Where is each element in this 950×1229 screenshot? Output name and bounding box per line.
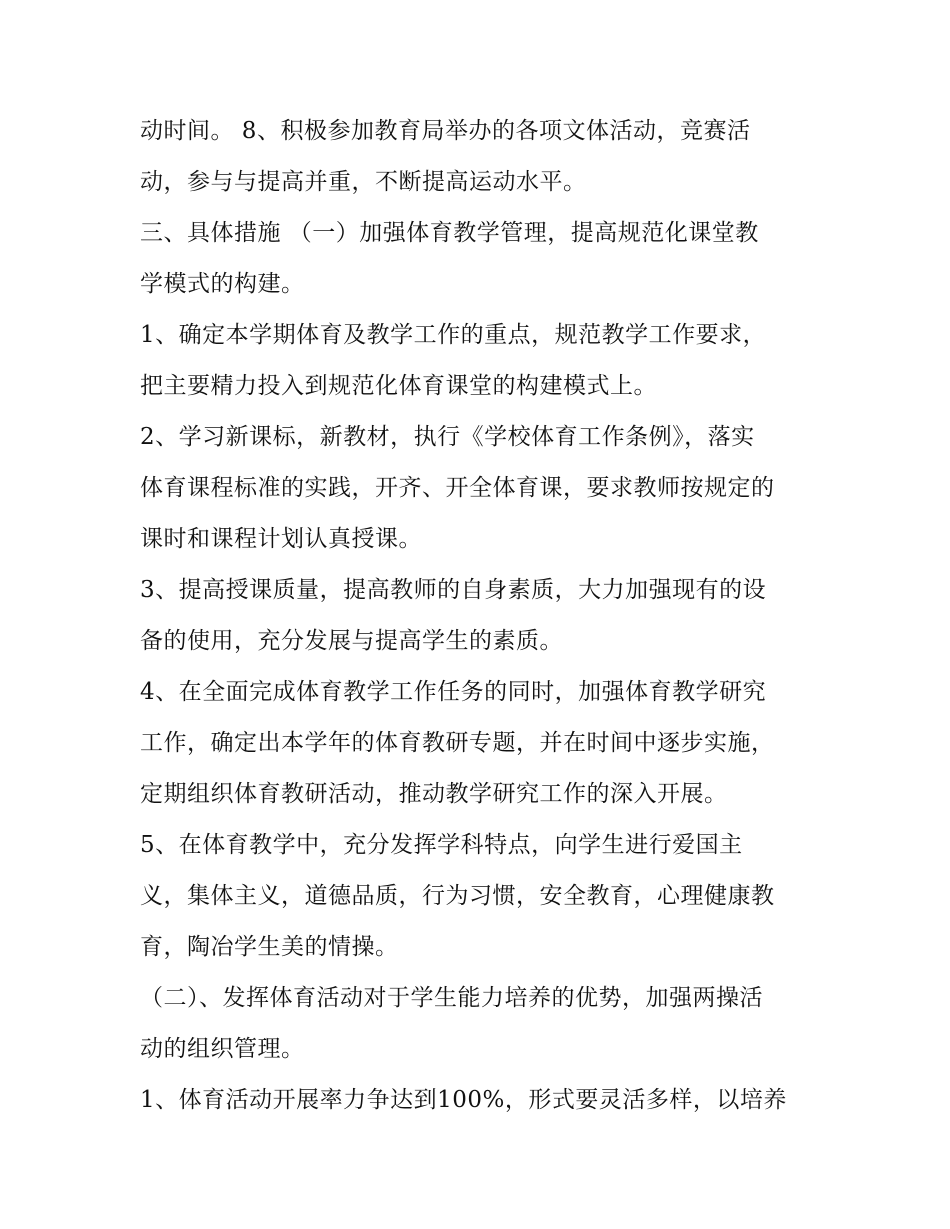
- text-line: 育，陶冶学生美的情操。: [140, 934, 399, 960]
- text-line: 动时间。 8、积极参加教育局举办的各项文体活动，竞赛活: [140, 118, 751, 144]
- text-line: 定期组织体育教研活动，推动教学研究工作的深入开展。: [140, 781, 728, 807]
- text-line: 课时和课程计划认真授课。: [140, 526, 422, 552]
- text-line: （二）、发挥体育活动对于学生能力培养的优势，加强两操活: [140, 985, 763, 1011]
- text-line: 动，参与与提高并重，不断提高运动水平。: [140, 169, 587, 195]
- text-line: 三、具体措施 （一）加强体育教学管理，提高规范化课堂教: [140, 220, 759, 246]
- text-line: 备的使用，充分发展与提高学生的素质。: [140, 628, 563, 654]
- text-line: 动的组织管理。: [140, 1036, 305, 1062]
- text-line: 体育课程标准的实践，开齐、开全体育课，要求教师按规定的: [140, 475, 775, 501]
- text-line: 工作，确定出本学年的体育教研专题，并在时间中逐步实施，: [140, 730, 775, 756]
- text-line: 3、提高授课质量，提高教师的自身素质，大力加强现有的设: [140, 577, 767, 603]
- text-line: 5、在体育教学中，充分发挥学科特点，向学生进行爱国主: [140, 832, 743, 858]
- text-line: 4、在全面完成体育教学工作任务的同时，加强体育教学研究: [140, 679, 767, 705]
- text-line: 1、体育活动开展率力争达到100%，形式要灵活多样，以培养: [140, 1087, 787, 1113]
- document-body: [140, 106, 830, 1126]
- text-line: 把主要精力投入到规范化体育课堂的构建模式上。: [140, 373, 657, 399]
- text-line: 2、学习新课标，新教材，执行《学校体育工作条例》，落实: [140, 424, 755, 450]
- text-line: 义，集体主义，道德品质，行为习惯，安全教育，心理健康教: [140, 883, 775, 909]
- text-line: 学模式的构建。: [140, 271, 305, 297]
- text-line: 1、确定本学期体育及教学工作的重点，规范教学工作要求，: [140, 322, 767, 348]
